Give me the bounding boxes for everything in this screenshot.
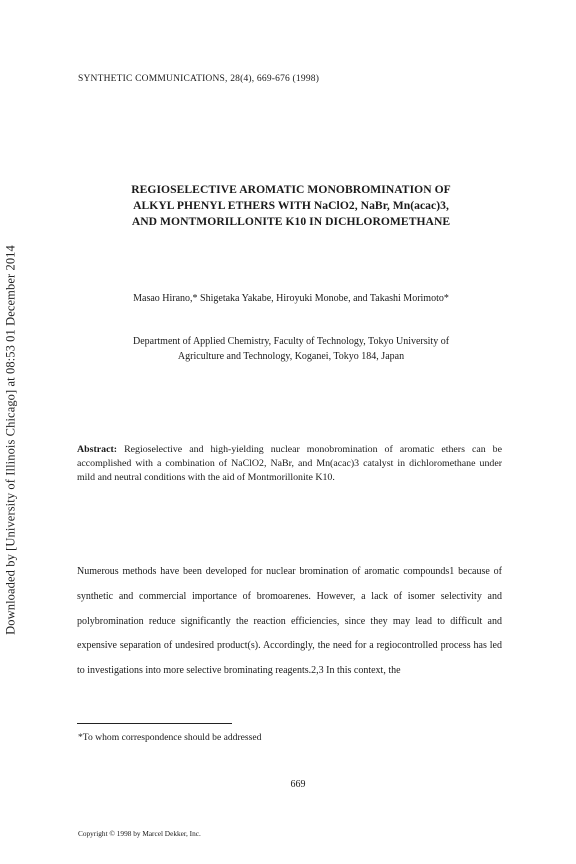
journal-header: SYNTHETIC COMMUNICATIONS, 28(4), 669-676 (1998) [78, 74, 320, 84]
abstract [77, 443, 502, 485]
affiliation-line: Department of Applied Chemistry, Faculty of Technology, Tokyo University of [132, 336, 450, 347]
title-line: REGIOSELECTIVE AROMATIC MONOBROMINATION OF [131, 183, 451, 196]
download-watermark-text: Downloaded by [University of Illinois Chicago] at 08:53 01 December 2014 [3, 245, 18, 635]
affiliation-line: Agriculture and Technology, Koganei, Tokyo 184, Japan [177, 350, 405, 362]
footnote: *To whom correspondence should be addressed [78, 732, 262, 743]
download-watermark [2, 230, 20, 650]
copyright-notice: Copyright © 1998 by Marcel Dekker, Inc. [78, 829, 201, 838]
footnote-divider [77, 723, 232, 724]
abstract-label: Abstract: [77, 444, 118, 455]
page-number: 669 [290, 779, 306, 790]
paper-title [70, 182, 512, 230]
affiliation [70, 335, 512, 364]
body-paragraph: Numerous methods have been developed for nuclear bromination of aromatic compounds1 because of synthetic and commercial importance of bromoarenes. However, a lack of isomer selectivity and polybromination reduce significantly the reaction efficiencies, since they may lead to difficult and expensive separation of undesired product(s). Accordingly, the need for a regiocontrolled process has led to investigations into more selective brominating reagents.2,3 In this context, the [77, 566, 502, 677]
abstract-text: Regioselective and high-yielding nuclear monobromination of aromatic ethers can be accomplished with a combination of NaClO2, NaBr, and Mn(acac)3 catalyst in dichloromethane under mild and neutral conditions with the aid of Montmorillonite K10. [77, 444, 502, 483]
title-line: AND MONTMORILLONITE K10 IN DICHLOROMETHANE [131, 215, 451, 228]
author-list: Masao Hirano,* Shigetaka Yakabe, Hiroyuki Monobe, and Takashi Morimoto* [133, 293, 449, 304]
title-line: ALKYL PHENYL ETHERS WITH NaClO2, NaBr, Mn(acac)3, [133, 199, 449, 212]
